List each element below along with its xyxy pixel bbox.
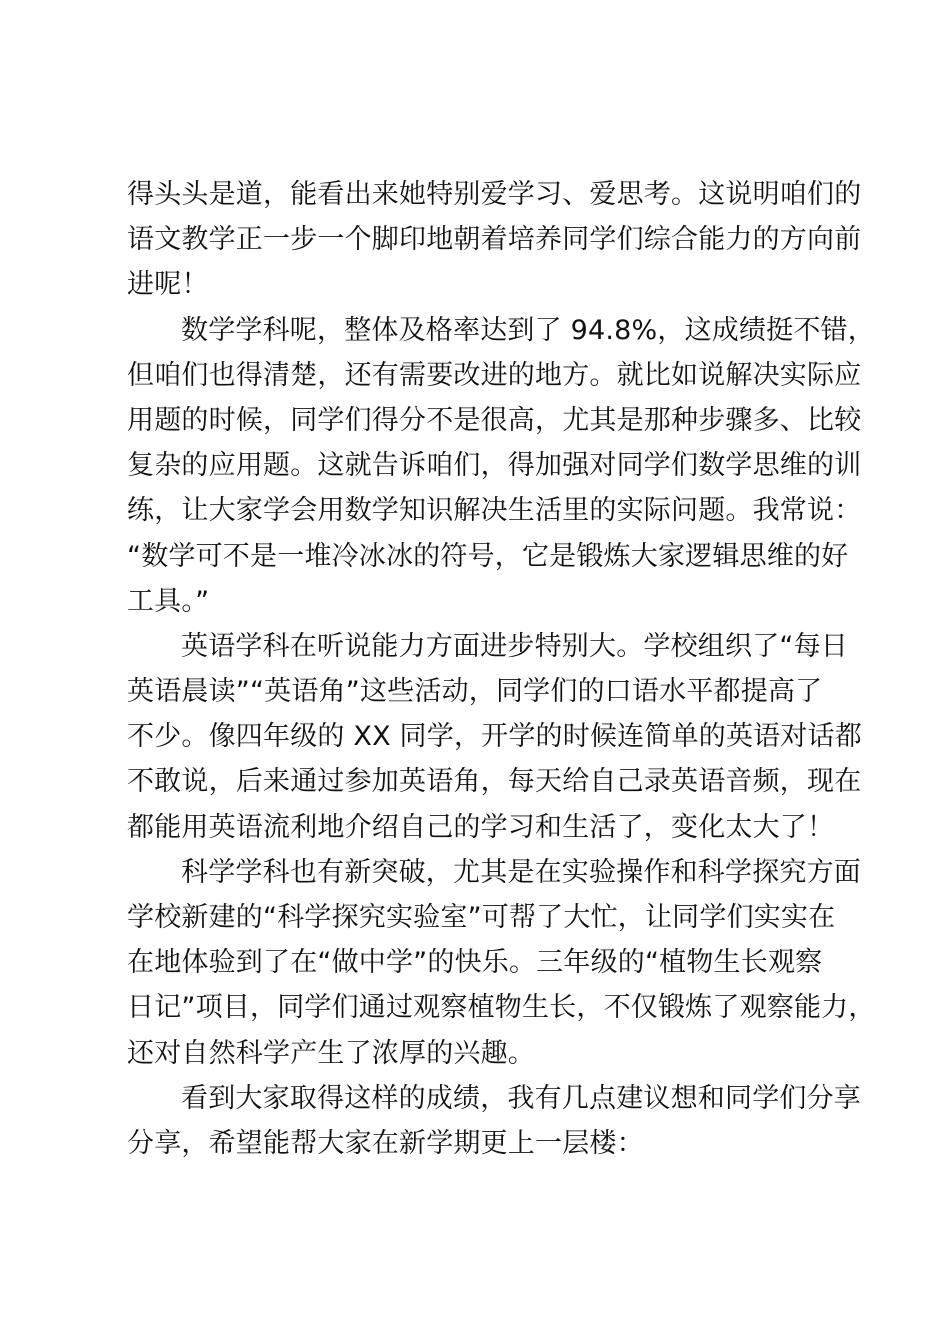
- paragraph-english: [127, 624, 862, 850]
- text-line: 复杂的应用题。这就告诉咱们，得加强对同学们数学思维的训: [127, 450, 862, 482]
- text-line: 还对自然科学产生了浓厚的兴趣。: [127, 1037, 535, 1069]
- text-line: 数学学科呢，整体及格率达到了 94.8%，这成绩挺不错，: [181, 314, 875, 346]
- text-line: 都能用英语流利地介绍自己的学习和生活了，变化太大了！: [127, 811, 835, 843]
- paragraph-chinese-teaching: [127, 172, 862, 308]
- text-line: 语文教学正一步一个脚印地朝着培养同学们综合能力的方向前: [127, 224, 862, 256]
- text-line: “数学可不是一堆冷冰冰的符号，它是锻炼大家逻辑思维的好: [127, 540, 849, 572]
- text-line: 进呢！: [127, 269, 209, 301]
- text-line: 但咱们也得清楚，还有需要改进的地方。就比如说解决实际应: [127, 359, 862, 391]
- text-line: 不少。像四年级的 XX 同学，开学的时候连简单的英语对话都: [127, 721, 862, 753]
- text-line: 在地体验到了在“做中学”的快乐。三年级的“植物生长观察: [127, 947, 823, 979]
- text-line: 用题的时候，同学们得分不是很高，尤其是那种步骤多、比较: [127, 404, 862, 436]
- text-line: 英语晨读”“英语角”这些活动，同学们的口语水平都提高了: [127, 676, 823, 708]
- document-body: [127, 172, 876, 1166]
- text-line: 看到大家取得这样的成绩，我有几点建议想和同学们分享: [181, 1082, 861, 1114]
- text-line: 日记”项目，同学们通过观察植物生长，不仅锻炼了观察能力，: [127, 992, 876, 1024]
- text-line: 科学学科也有新突破，尤其是在实验操作和科学探究方面: [181, 856, 861, 888]
- text-line: 工具。”: [127, 585, 210, 617]
- paragraph-suggestions-intro: [127, 1076, 861, 1166]
- text-line: 练，让大家学会用数学知识解决生活里的实际问题。我常说：: [127, 495, 862, 527]
- paragraph-science: [127, 850, 876, 1076]
- text-line: 分享，希望能帮大家在新学期更上一层楼：: [127, 1127, 644, 1159]
- paragraph-math: [127, 308, 875, 624]
- text-line: 学校新建的“科学探究实验室”可帮了大忙，让同学们实实在: [127, 902, 836, 933]
- text-line: 英语学科在听说能力方面进步特别大。学校组织了“每日: [181, 630, 848, 662]
- text-line: 不敢说，后来通过参加英语角，每天给自己录英语音频，现在: [127, 766, 862, 798]
- text-line: 得头头是道，能看出来她特别爱学习、爱思考。这说明咱们的: [127, 179, 862, 210]
